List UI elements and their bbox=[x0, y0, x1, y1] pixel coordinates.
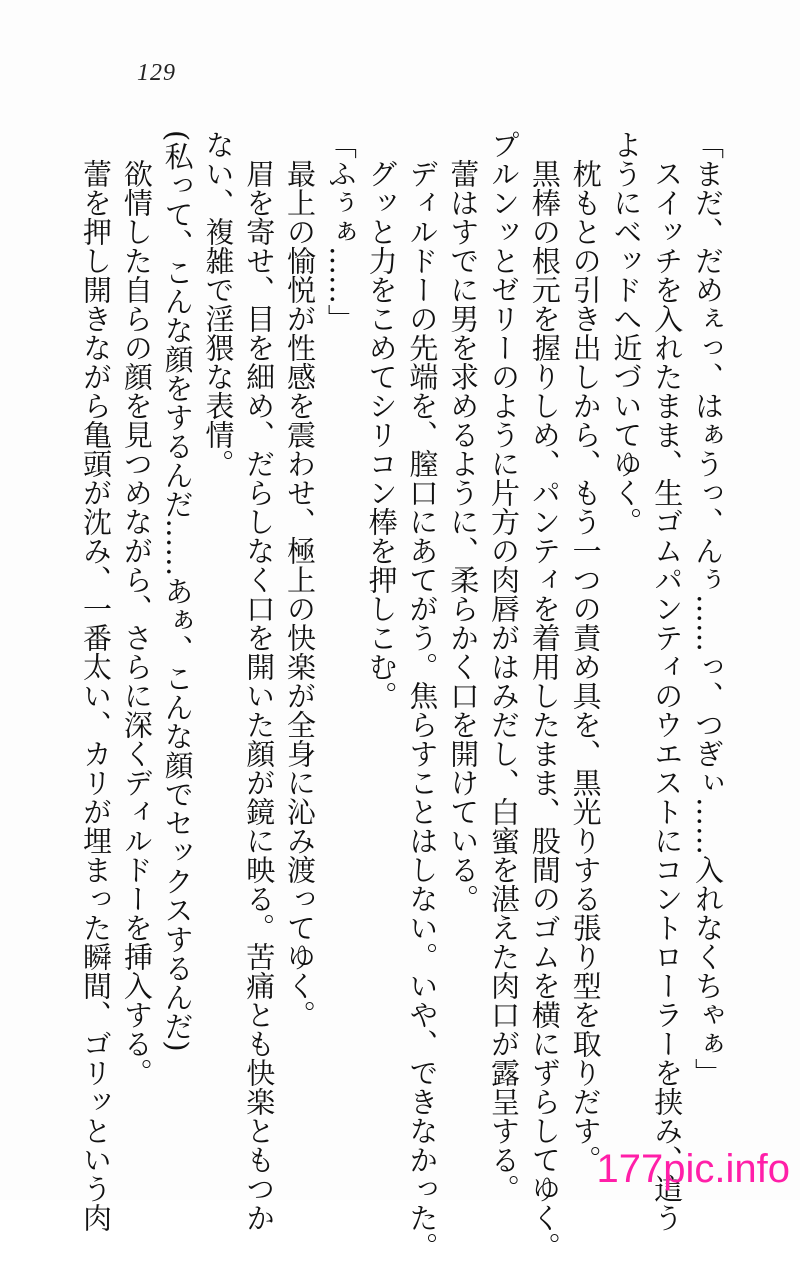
text-line: スイッチを入れたまま、生ゴムパンティのウエストにコントローラーを挟み、這う bbox=[650, 159, 685, 1232]
text-line: 「まだ、だめぇっ、はぁうっ、んぅ……っ、つぎぃ……入れなくちゃぁ」 bbox=[691, 130, 725, 1087]
watermark-link[interactable]: 177pic.info bbox=[596, 1147, 790, 1191]
text-line: ディルドーの先端を、膣口にあてがう。焦らすことはしない。いや、できなかった。 bbox=[405, 159, 440, 1261]
text-line: (私って、こんな顔をするんだ……あぁ、こんな顔でセックスするんだ) bbox=[160, 130, 195, 1052]
text-line: グッと力をこめてシリコン棒を押しこむ。 bbox=[364, 159, 399, 710]
text-line: 蕾はすでに男を求めるように、柔らかく口を開けている。 bbox=[446, 159, 481, 913]
text-line: プルンッとゼリーのように片方の肉唇がはみだし、白蜜を湛えた肉口が露呈する。 bbox=[487, 130, 522, 1203]
text-line: 枕もとの引き出しから、もう一つの責め具を、黒光りする張り型を取りだす。 bbox=[568, 159, 603, 1174]
text-line: ない、複雑で淫猥な表情。 bbox=[201, 130, 236, 478]
text-line: ようにベッドへ近づいてゆく。 bbox=[609, 130, 644, 536]
text-line: 蕾を押し開きながら亀頭が沈み、一番太い、カリが埋まった瞬間、ゴリッという肉 bbox=[79, 159, 114, 1232]
text-line: 黒棒の根元を握りしめ、パンティを着用したまま、股間のゴムを横にずらしてゆく。 bbox=[527, 159, 562, 1261]
text-line: 最上の愉悦が性感を震わせ、極上の快楽が全身に沁み渡ってゆく。 bbox=[283, 159, 318, 1029]
text-line: 欲情した自らの顔を見つめながら、さらに深くディルドーを挿入する。 bbox=[119, 159, 154, 1087]
text-line: 眉を寄せ、目を細め、だらしなく口を開いた顔が鏡に映る。苦痛とも快楽ともつか bbox=[242, 159, 277, 1232]
page-number: 129 bbox=[137, 60, 176, 86]
text-line: 「ふぅぁ……」 bbox=[323, 130, 358, 333]
